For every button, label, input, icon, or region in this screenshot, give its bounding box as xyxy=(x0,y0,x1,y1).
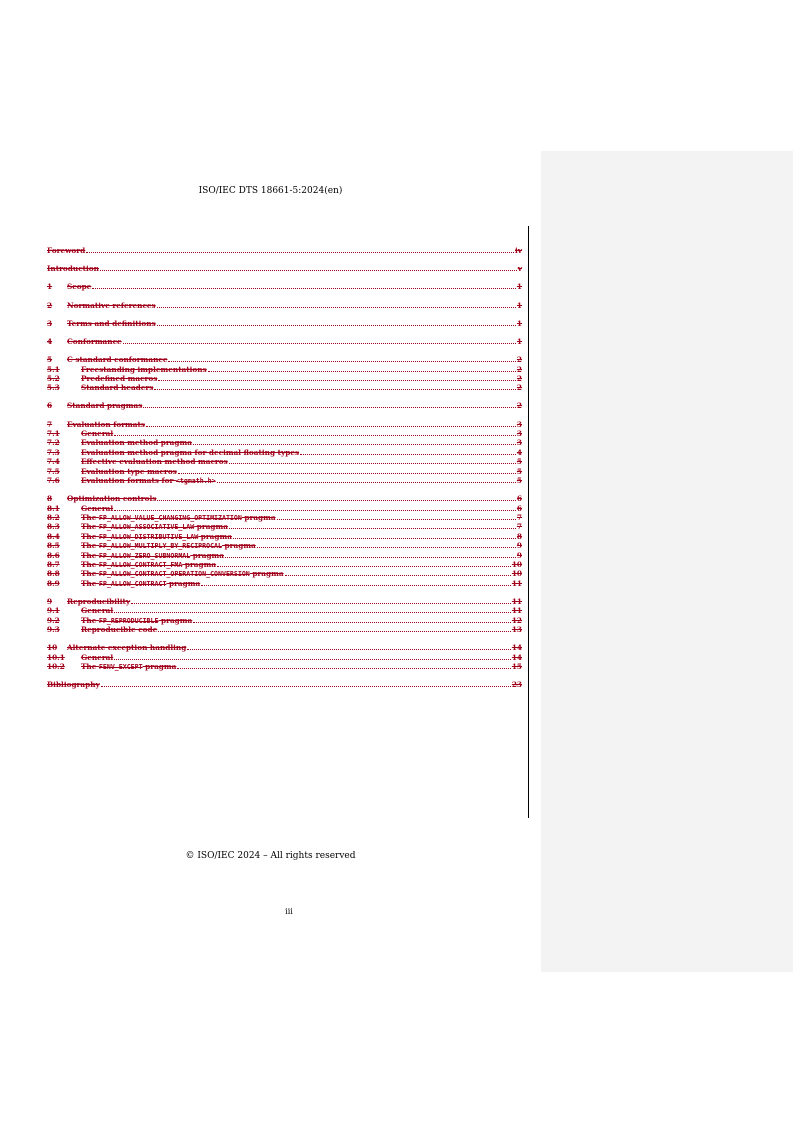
toc-entry-title: Optimization controls xyxy=(67,494,157,504)
toc-dot-leader xyxy=(158,625,511,632)
toc-dot-leader xyxy=(201,579,511,586)
toc-entry-number: 9.1 xyxy=(47,606,60,616)
toc-entry[interactable] xyxy=(47,401,522,410)
toc-entry-title: Reproducibility xyxy=(67,596,131,606)
toc-dot-leader xyxy=(177,662,510,669)
toc-entry-number: 9 xyxy=(47,596,53,606)
toc-entry-page: 1 xyxy=(516,318,522,328)
toc-dot-leader xyxy=(154,383,516,390)
toc-entry-page: 10 xyxy=(511,569,522,579)
toc-entry-title: Standard pragmas xyxy=(67,401,143,411)
toc-entry-title-suffix: pragma xyxy=(249,569,284,579)
toc-dot-leader xyxy=(157,494,516,501)
toc-entry-title-suffix: pragma xyxy=(142,662,177,672)
toc-dot-leader xyxy=(131,597,511,604)
toc-entry[interactable] xyxy=(47,551,522,560)
toc-entry[interactable] xyxy=(47,337,522,346)
toc-entry-page: 6 xyxy=(516,494,522,504)
page-number: iii xyxy=(285,907,293,916)
toc-dot-leader xyxy=(208,365,516,372)
toc-entry[interactable] xyxy=(47,457,522,466)
toc-entry[interactable] xyxy=(47,643,522,652)
toc-entry-title: Standard headers xyxy=(81,383,154,393)
toc-entry-page: 3 xyxy=(516,419,522,429)
change-bar xyxy=(528,226,529,818)
toc-dot-leader xyxy=(157,319,516,326)
toc-dot-leader xyxy=(229,457,516,464)
toc-dot-leader xyxy=(300,448,516,455)
toc-dot-leader xyxy=(92,282,516,289)
toc-entry[interactable] xyxy=(47,616,522,625)
toc-entry-title-suffix: pragma xyxy=(241,512,276,522)
toc-entry[interactable] xyxy=(47,662,522,671)
toc-entry[interactable] xyxy=(47,541,522,550)
toc-entry[interactable] xyxy=(47,653,522,662)
toc-entry-number: 3 xyxy=(47,318,53,328)
toc-entry-number: 6 xyxy=(47,401,53,411)
toc-entry[interactable] xyxy=(47,438,522,447)
toc-dot-leader xyxy=(101,680,511,687)
toc-entry-number: 5.3 xyxy=(47,383,60,393)
toc-entry-number: 8.2 xyxy=(47,512,60,522)
toc-entry-page: 3 xyxy=(516,438,522,448)
toc-entry[interactable] xyxy=(47,579,522,588)
toc-entry-page: 11 xyxy=(511,596,522,606)
toc-dot-leader xyxy=(233,532,516,539)
toc-entry[interactable] xyxy=(47,383,522,392)
toc-entry[interactable] xyxy=(47,264,522,273)
toc-dot-leader xyxy=(114,606,511,613)
toc-entry-page: 12 xyxy=(511,615,522,625)
toc-entry-title: Scope xyxy=(67,282,92,292)
toc-entry-number: 1 xyxy=(47,282,53,292)
toc-entry-title: C standard conformance xyxy=(67,355,168,365)
comment-pane xyxy=(541,151,793,972)
toc-entry-page: 14 xyxy=(511,652,522,662)
toc-entry-number: 7.5 xyxy=(47,466,60,476)
toc-dot-leader xyxy=(277,513,516,520)
toc-entry-number: 8.9 xyxy=(47,578,60,588)
toc-entry-number: 5 xyxy=(47,355,53,365)
toc-entry-page: 23 xyxy=(511,680,522,690)
toc-entry-number: 8.5 xyxy=(47,541,60,551)
toc-entry-page: 15 xyxy=(511,662,522,672)
toc-dot-leader xyxy=(123,337,516,344)
toc-entry-title: Introduction xyxy=(47,264,99,274)
toc-entry-number: 7.4 xyxy=(47,457,60,467)
toc-entry-code: FP_ALLOW_CONTRACT_FMA xyxy=(98,560,183,569)
toc-entry-page: 11 xyxy=(511,606,522,616)
toc-entry-title-prefix: The xyxy=(81,512,99,522)
toc-entry-number: 2 xyxy=(47,300,53,310)
toc-dot-leader xyxy=(157,301,516,308)
toc-entry-page: v xyxy=(517,264,522,274)
toc-entry-title: Terms and definitions xyxy=(67,318,156,328)
toc-entry-number: 8.4 xyxy=(47,531,60,541)
toc-dot-leader xyxy=(146,420,516,427)
toc-dot-leader xyxy=(193,616,511,623)
toc-entry-title: General xyxy=(81,652,114,662)
toc-entry-title-suffix: pragma xyxy=(190,550,225,560)
toc-entry-number: 9.3 xyxy=(47,625,60,635)
toc-entry-title xyxy=(81,579,200,589)
toc-entry-number: 8.6 xyxy=(47,550,60,560)
toc-entry-title: Evaluation method pragma for decimal floating types xyxy=(81,447,300,457)
toc-entry-title: Conformance xyxy=(67,336,122,346)
toc-entry-title-prefix: The xyxy=(81,615,99,625)
toc-entry-page: 10 xyxy=(511,559,522,569)
toc-dot-leader xyxy=(100,264,517,271)
toc-entry-page: 4 xyxy=(516,447,522,457)
toc-entry-title: Evaluation method pragma xyxy=(81,438,192,448)
toc-entry[interactable] xyxy=(47,494,522,503)
toc-entry-number: 10.2 xyxy=(47,662,65,672)
toc-dot-leader xyxy=(229,522,516,529)
toc-entry-page: 1 xyxy=(516,336,522,346)
toc-entry-title: Normative references xyxy=(67,300,156,310)
toc-entry[interactable] xyxy=(47,246,522,255)
toc-entry[interactable] xyxy=(47,569,522,578)
toc-entry-title-prefix: Evaluation formats for xyxy=(81,476,176,486)
toc-entry-code: <tgmath.h> xyxy=(175,477,216,486)
toc-entry-number: 5.2 xyxy=(47,373,60,383)
toc-entry-title-suffix: pragma xyxy=(194,522,228,532)
toc-entry-title: General xyxy=(81,606,114,616)
toc-entry[interactable] xyxy=(47,355,522,364)
toc-entry-title-suffix: pragma xyxy=(158,615,193,625)
toc-entry-title-prefix: The xyxy=(81,531,99,541)
toc-entry-code: FP_ALLOW_DISTRIBUTIVE_LAW xyxy=(98,532,199,541)
toc-entry-title: General xyxy=(81,429,114,439)
toc-entry-code: FP_ALLOW_ZERO_SUBNORMAL xyxy=(98,551,191,560)
toc-entry-title-prefix: The xyxy=(81,550,99,560)
toc-dot-leader xyxy=(187,643,511,650)
toc-entry[interactable] xyxy=(47,560,522,569)
toc-dot-leader xyxy=(143,401,516,408)
toc-entry-page: 13 xyxy=(511,625,522,635)
toc-entry-title: Freestanding implementations xyxy=(81,364,207,374)
toc-entry-number: 5.1 xyxy=(47,364,60,374)
toc-entry-title xyxy=(81,662,176,672)
toc-entry-number: 4 xyxy=(47,336,53,346)
toc-entry-title-prefix: The xyxy=(81,522,99,532)
toc-entry-title xyxy=(81,476,216,486)
toc-dot-leader xyxy=(257,541,516,548)
toc-entry[interactable] xyxy=(47,319,522,328)
toc-entry-title-prefix: The xyxy=(81,662,99,672)
toc-dot-leader xyxy=(86,246,514,253)
toc-entry-number: 7.3 xyxy=(47,447,60,457)
toc-entry-title: General xyxy=(81,503,114,513)
toc-entry-number: 8.3 xyxy=(47,522,60,532)
toc-entry[interactable] xyxy=(47,513,522,522)
toc-entry-number: 8 xyxy=(47,494,53,504)
copyright-footer: © ISO/IEC 2024 – All rights reserved xyxy=(185,851,356,861)
toc-entry-page: 9 xyxy=(516,541,522,551)
toc-entry-title-suffix: pragma xyxy=(182,559,217,569)
toc-entry-number: 8.1 xyxy=(47,503,60,513)
toc-entry-number: 8.8 xyxy=(47,569,60,579)
toc-entry-code: FP_REPRODUCIBLE xyxy=(98,616,159,625)
toc-entry-code: FENV_EXCEPT xyxy=(98,663,143,672)
toc-entry-page: 2 xyxy=(516,401,522,411)
toc-dot-leader xyxy=(178,467,516,474)
toc-entry[interactable] xyxy=(47,282,522,291)
toc-entry-code: FP_ALLOW_VALUE_CHANGING_OPTIMIZATION xyxy=(98,513,242,522)
toc-entry-number: 7.1 xyxy=(47,429,60,439)
toc-dot-leader xyxy=(114,504,516,511)
toc-entry-page: 5 xyxy=(516,466,522,476)
toc-entry-page: 9 xyxy=(516,550,522,560)
toc-dot-leader xyxy=(225,551,516,558)
toc-entry-page: 11 xyxy=(511,578,522,588)
toc-entry[interactable] xyxy=(47,532,522,541)
toc-entry-title-prefix: The xyxy=(81,559,99,569)
toc-entry-title-prefix: The xyxy=(81,569,99,579)
toc-entry-number: 7 xyxy=(47,419,53,429)
toc-entry-title: Predefined macros xyxy=(81,373,158,383)
toc-entry-page: 3 xyxy=(516,429,522,439)
toc-entry-title: Bibliography xyxy=(47,680,100,690)
toc-entry-title: Reproducible code xyxy=(81,625,158,635)
toc-entry-number: 10.1 xyxy=(47,652,65,662)
toc-entry-title-prefix: The xyxy=(81,578,99,588)
toc-entry-number: 8.7 xyxy=(47,559,60,569)
toc-entry[interactable] xyxy=(47,365,522,374)
toc-entry[interactable] xyxy=(47,374,522,383)
toc-entry-page: 7 xyxy=(516,512,522,522)
toc-entry[interactable] xyxy=(47,448,522,457)
document-header: ISO/IEC DTS 18661-5:2024(en) xyxy=(198,186,343,196)
toc-entry-page: 1 xyxy=(516,300,522,310)
toc-entry-code: FP_ALLOW_CONTRACT_OPERATION_CONVERSION xyxy=(98,570,250,579)
toc-entry-code: FP_ALLOW_ASSOCIATIVE_LAW xyxy=(98,523,195,532)
toc-entry-number: 7.2 xyxy=(47,438,60,448)
toc-entry[interactable] xyxy=(47,625,522,634)
toc-entry-title: Alternate exception handling xyxy=(67,643,187,653)
toc-entry-page: 6 xyxy=(516,503,522,513)
toc-entry-page: iv xyxy=(514,246,522,255)
toc-entry[interactable] xyxy=(47,467,522,476)
table-of-contents xyxy=(47,246,522,690)
toc-entry-number: 9.2 xyxy=(47,615,60,625)
toc-entry-title-suffix: pragma xyxy=(166,578,201,588)
toc-entry-number: 10 xyxy=(47,643,58,653)
toc-dot-leader xyxy=(217,560,511,567)
toc-entry[interactable] xyxy=(47,429,522,438)
toc-entry-page: 5 xyxy=(516,476,522,486)
toc-dot-leader xyxy=(217,476,516,483)
toc-entry-code: FP_ALLOW_MULTIPLY_BY_RECIPROCAL xyxy=(98,542,222,551)
toc-entry-title: Evaluation type macros xyxy=(81,466,177,476)
toc-entry-page: 2 xyxy=(516,383,522,393)
toc-dot-leader xyxy=(168,355,515,362)
toc-entry-page: 2 xyxy=(516,373,522,383)
toc-entry-page: 2 xyxy=(516,355,522,365)
toc-entry-page: 1 xyxy=(516,282,522,292)
toc-entry-page: 8 xyxy=(516,531,522,541)
toc-entry-title-suffix: pragma xyxy=(222,541,256,551)
toc-entry-page: 7 xyxy=(516,522,522,532)
toc-entry-number: 7.6 xyxy=(47,476,60,486)
toc-dot-leader xyxy=(114,653,511,660)
toc-entry-title: Evaluation formats xyxy=(67,419,145,429)
toc-dot-leader xyxy=(114,429,516,436)
toc-entry[interactable] xyxy=(47,597,522,606)
toc-entry[interactable] xyxy=(47,476,522,485)
toc-entry-page: 14 xyxy=(511,643,522,653)
toc-entry-title: Effective evaluation method macros xyxy=(81,457,228,467)
toc-entry-page: 5 xyxy=(516,457,522,467)
toc-entry[interactable] xyxy=(47,504,522,513)
toc-entry[interactable] xyxy=(47,301,522,310)
toc-entry-page: 2 xyxy=(516,364,522,374)
toc-entry[interactable] xyxy=(47,522,522,531)
toc-entry-code: FP_ALLOW_CONTRACT xyxy=(98,579,167,588)
toc-entry-title: Foreword xyxy=(47,246,86,255)
toc-entry-title-suffix: pragma xyxy=(198,531,232,541)
toc-entry[interactable] xyxy=(47,606,522,615)
toc-entry[interactable] xyxy=(47,680,522,689)
toc-dot-leader xyxy=(193,438,516,445)
toc-entry[interactable] xyxy=(47,420,522,429)
toc-entry-title-prefix: The xyxy=(81,541,99,551)
toc-dot-leader xyxy=(158,374,516,381)
toc-dot-leader xyxy=(285,569,511,576)
